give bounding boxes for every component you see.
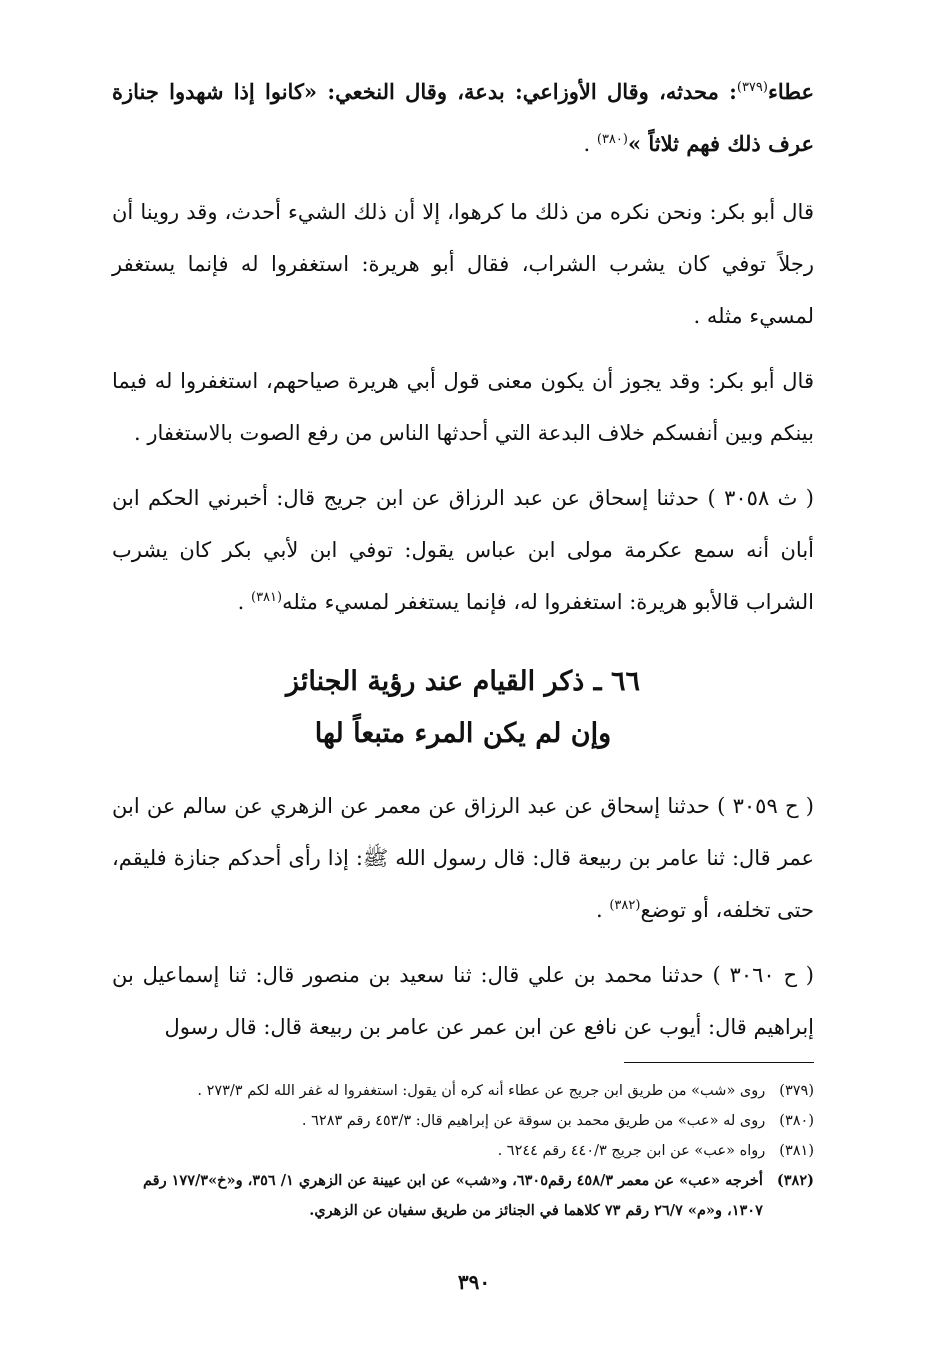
footnote-number: (٣٧٩) [779,1083,814,1099]
footnote-text: روى له «عب» من طريق محمد بن سوقة عن إبراهيم قال: ٤٥٣/٣ رقم ٦٢٨٣ . [301,1113,766,1129]
footnote-382 [112,1166,814,1226]
paragraph-6: ( ح ٣٠٦٠ ) حدثنا محمد بن علي قال: ثنا سعيد بن منصور قال: ثنا إسماعيل بن إبراهيم قال: أيوب عن نافع عن ابن عمر عن عامر بن ربيعة قال: قال رسول [112,963,814,1039]
section-heading [112,656,814,760]
footnote-text: روى «شب» من طريق ابن جريج عن عطاء أنه كره أن يقول: استغفروا له غفر الله لكم ٢٧٣/٣ . [197,1083,766,1099]
footnote-number: (٣٨٢) [776,1172,814,1189]
footnote-separator [624,1062,814,1063]
paragraph-5-end: . [595,898,610,922]
footnote-text: رواه «عب» عن ابن جريج ٤٤٠/٣ رقم ٦٢٤٤ . [497,1143,766,1159]
footnote-number: (٣٨٠) [779,1113,814,1129]
footnote-ref-380: (٣٨٠) [596,132,628,147]
footnote-380 [112,1106,814,1136]
footnote-number: (٣٨١) [779,1143,814,1159]
paragraph-4-end: . [237,590,251,614]
footnote-ref-381: (٣٨١) [251,590,283,605]
footnote-ref-379: (٣٧٩) [736,80,768,95]
paragraph-5-text: ( ح ٣٠٥٩ ) حدثنا إسحاق عن عبد الرزاق عن معمر عن الزهري عن سالم عن ابن عمر قال: ثنا عامر بن ربيعة قال: قال رسول الله ﷺ: إذا رأى أحدكم جنازة فليقم، حتى تخلفه، أو توضع [112,794,814,922]
footnote-381 [112,1136,814,1166]
footnote-ref-382: (٣٨٢) [609,898,641,913]
section-heading-line-1: ٦٦ ـ ذكر القيام عند رؤية الجنائز [285,666,641,697]
paragraph-3: قال أبو بكر: وقد يجوز أن يكون معنى قول أبي هريرة صياحهم، استغفروا له فيما بينكم وبين أنفسكم خلاف البدعة التي أحدثها الناس من رفع الصوت بالاستغفار . [112,369,814,445]
section-heading-line-2: وإن لم يكن المرء متبعاً لها [314,718,612,749]
paragraph-2: قال أبو بكر: ونحن نكره من ذلك ما كرهوا، إلا أن ذلك الشيء أحدث، وقد روينا أن رجلاً توفي كان يشرب الشراب، فقال أبو هريرة: استغفروا له فإنما يستغفر لمسيء مثله . [112,200,814,328]
footnote-text: أخرجه «عب» عن معمر ٤٥٨/٣ رقم٦٣٠٥، و«شب» عن ابن عيينة عن الزهري ١/ ٣٥٦، و«خ»١٧٧/٣ رقم ١٣٠٧، و«م» ٢٦/٧ رقم ٧٣ كلاهما في الجنائز من طريق سفيان عن الزهري. [142,1172,763,1219]
paragraph-1-end: . [583,132,597,156]
paragraph-1-text: : محدثه، وقال الأوزاعي: بدعة، وقال النخعي: «كانوا إذا شهدوا جنازة عرف ذلك فهم ثلاثاً » [112,79,814,156]
paragraph-1 [112,66,814,170]
page-number: ٣٩٠ [457,1270,491,1294]
word-ataa: عطاء [767,79,814,104]
paragraph-5 [112,780,814,936]
footnote-379 [112,1076,814,1106]
paragraph-4 [112,472,814,628]
paragraph-4-text: ( ث ٣٠٥٨ ) حدثنا إسحاق عن عبد الرزاق عن ابن جريج قال: أخبرني الحكم ابن أبان أنه سمع عكرمة مولى ابن عباس يقول: توفي ابن لأبي بكر كان يشرب الشراب قالأبو هريرة: استغفروا له، فإنما يستغفر لمسيء مثله [112,486,814,614]
footnotes [112,1076,814,1226]
